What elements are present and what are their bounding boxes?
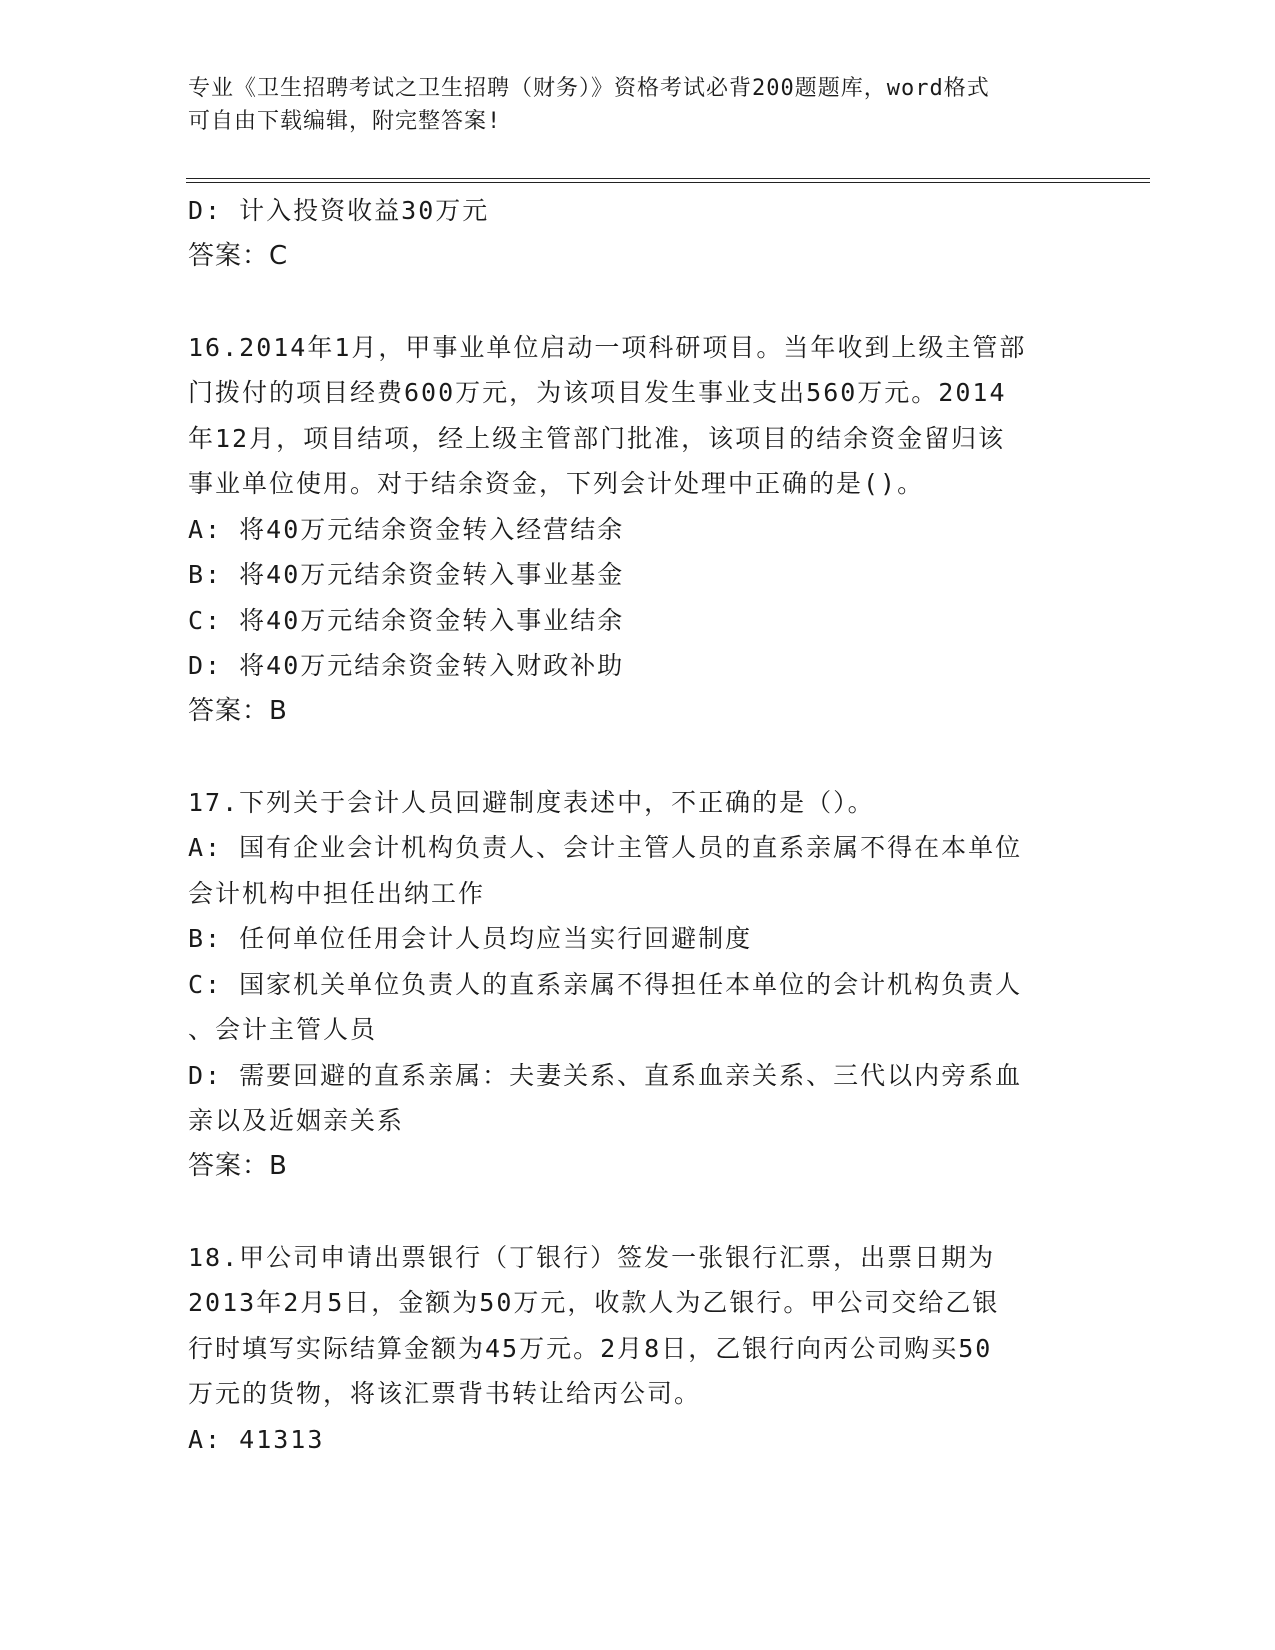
q16-option-d: D: 将40万元结余资金转入财政补助: [188, 651, 625, 680]
q16-answer: 答案：B: [188, 695, 288, 726]
q16-stem-line: 事业单位使用。对于结余资金，下列会计处理中正确的是()。: [188, 469, 925, 498]
q15-option-d: D: 计入投资收益30万元: [188, 196, 490, 225]
q16-option-b: B: 将40万元结余资金转入事业基金: [188, 560, 625, 589]
q18-option-a: A: 41313: [188, 1424, 325, 1454]
q17-option-c-cont: 、会计主管人员: [188, 1015, 378, 1044]
q17-stem-line: 17.下列关于会计人员回避制度表述中，不正确的是（）。: [188, 787, 875, 817]
q18-stem-line: 万元的货物，将该汇票背书转让给丙公司。: [188, 1379, 702, 1408]
q16-option-c: C: 将40万元结余资金转入事业结余: [188, 605, 625, 635]
q16-stem-line: 年12月，项目结项，经上级主管部门批准，该项目的结余资金留归该: [188, 423, 1006, 453]
spacer: [188, 734, 1088, 780]
q17-option-b: B: 任何单位任用会计人员均应当实行回避制度: [188, 924, 753, 953]
q18-stem-line: 2013年2月5日，金额为50万元，收款人为乙银行。甲公司交给乙银: [188, 1288, 1000, 1317]
q17-option-d: D: 需要回避的直系亲属：夫妻关系、直系血亲关系、三代以内旁系血: [188, 1060, 1023, 1090]
spacer: [188, 279, 1088, 325]
q17-answer: 答案：B: [188, 1150, 288, 1181]
q16-stem-line: 16.2014年1月，甲事业单位启动一项科研项目。当年收到上级主管部: [188, 332, 1027, 362]
question-content: [188, 188, 1088, 1462]
q15-answer: 答案：C: [188, 240, 289, 271]
q17-option-d-cont: 亲以及近姻亲关系: [188, 1106, 405, 1135]
q17-option-c: C: 国家机关单位负责人的直系亲属不得担任本单位的会计机构负责人: [188, 969, 1023, 999]
q18-stem-line: 行时填写实际结算金额为45万元。2月8日，乙银行向丙公司购买50: [188, 1333, 993, 1363]
q17-option-a-cont: 会计机构中担任出纳工作: [188, 878, 486, 908]
q18-stem-line: 18.甲公司申请出票银行（丁银行）签发一张银行汇票，出票日期为: [188, 1242, 996, 1272]
header-title-line-1: 专业《卫生招聘考试之卫生招聘（财务）》资格考试必背200题题库，word格式: [188, 76, 990, 101]
page-header: [188, 72, 1068, 138]
q16-stem-line: 门拨付的项目经费600万元，为该项目发生事业支出560万元。2014: [188, 378, 1007, 407]
q16-option-a: A: 将40万元结余资金转入经营结余: [188, 514, 625, 544]
q17-option-a: A: 国有企业会计机构负责人、会计主管人员的直系亲属不得在本单位: [188, 833, 1023, 862]
header-divider: [186, 178, 1150, 183]
header-title-line-2: 可自由下载编辑，附完整答案!: [188, 109, 502, 134]
spacer: [188, 1189, 1088, 1235]
